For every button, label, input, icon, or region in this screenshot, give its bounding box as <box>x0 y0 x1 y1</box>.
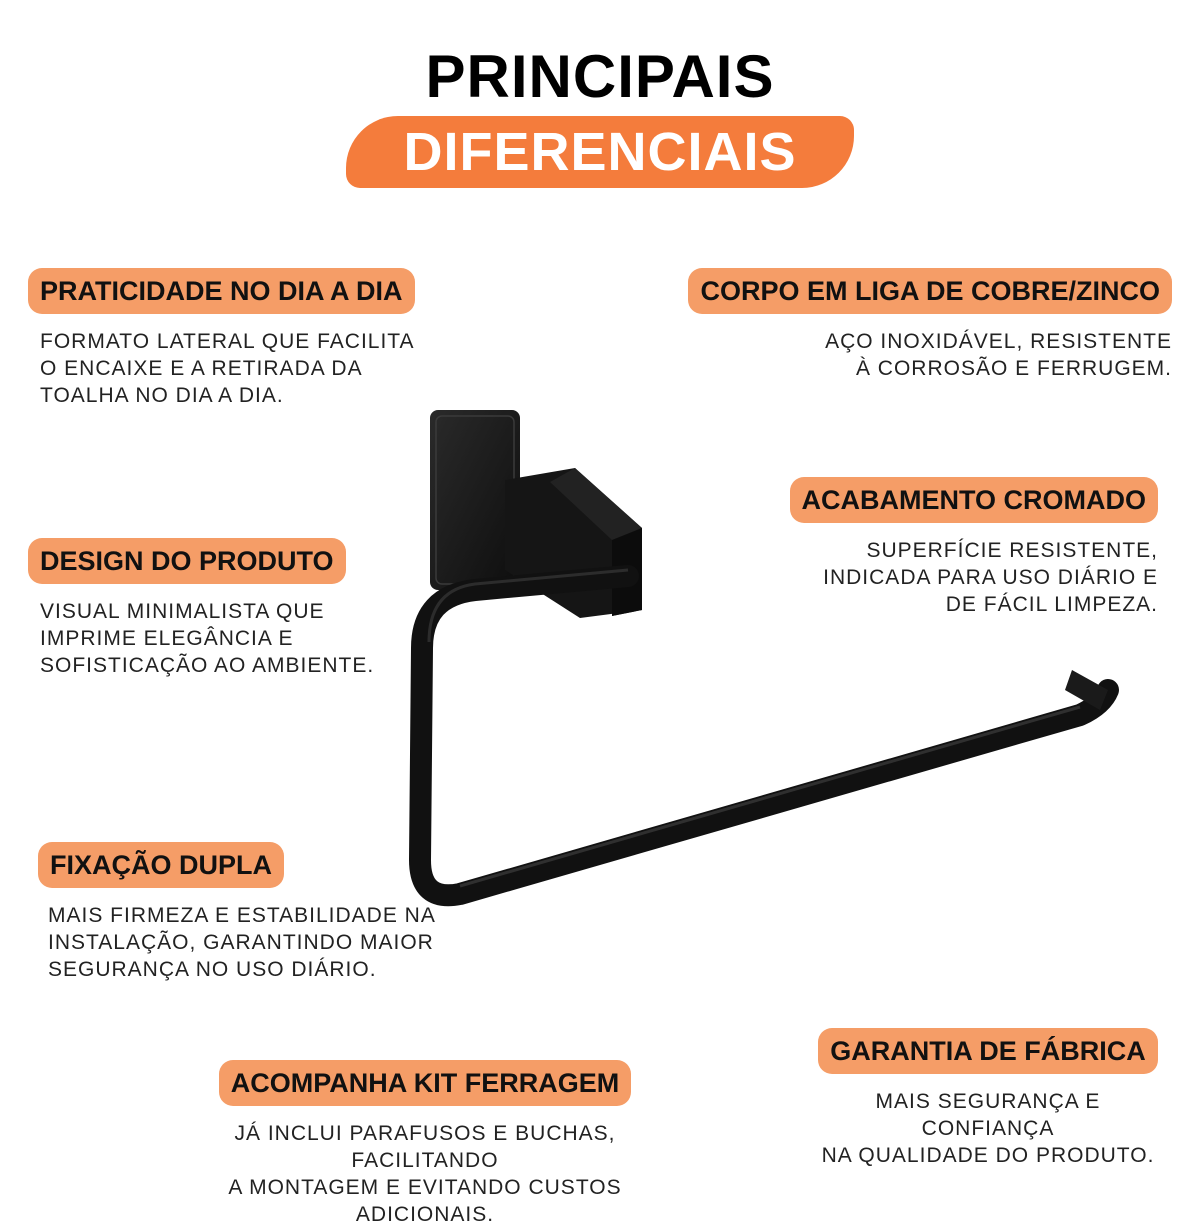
feature-corpo <box>688 268 1172 382</box>
feature-acabamento-title: ACABAMENTO CROMADO <box>790 477 1159 523</box>
feature-praticidade-description: FORMATO LATERAL QUE FACILITA O ENCAIXE E A RETIRADA DA TOALHA NO DIA A DIA. <box>40 330 415 407</box>
feature-fixacao <box>38 842 436 983</box>
feature-design <box>28 538 374 679</box>
page-subtitle: DIFERENCIAIS <box>403 122 797 182</box>
feature-kit-description: JÁ INCLUI PARAFUSOS E BUCHAS, FACILITANDO A MONTAGEM E EVITANDO CUSTOS ADICIONAIS. <box>228 1122 622 1226</box>
feature-praticidade <box>28 268 415 409</box>
feature-garantia-description: MAIS SEGURANÇA E CONFIANÇA NA QUALIDADE DO PRODUTO. <box>821 1090 1155 1167</box>
feature-kit-title: ACOMPANHA KIT FERRAGEM <box>219 1060 631 1106</box>
feature-praticidade-title: PRATICIDADE NO DIA A DIA <box>28 268 415 314</box>
feature-corpo-title: CORPO EM LIGA DE COBRE/ZINCO <box>688 268 1172 314</box>
feature-corpo-description: AÇO INOXIDÁVEL, RESISTENTE À CORROSÃO E FERRUGEM. <box>825 330 1172 380</box>
page-subtitle-banner <box>346 116 854 188</box>
feature-fixacao-title: FIXAÇÃO DUPLA <box>38 842 284 888</box>
feature-garantia <box>806 1028 1170 1169</box>
feature-garantia-title: GARANTIA DE FÁBRICA <box>818 1028 1157 1074</box>
feature-design-description: VISUAL MINIMALISTA QUE IMPRIME ELEGÂNCIA E SOFISTICAÇÃO AO AMBIENTE. <box>40 600 375 677</box>
feature-fixacao-description: MAIS FIRMEZA E ESTABILIDADE NA INSTALAÇÃO, GARANTINDO MAIOR SEGURANÇA NO USO DIÁRIO. <box>48 904 436 981</box>
towel-ring-product-image <box>380 380 1160 960</box>
feature-acabamento-description: SUPERFÍCIE RESISTENTE, INDICADA PARA USO DIÁRIO E DE FÁCIL LIMPEZA. <box>823 539 1158 616</box>
feature-design-title: DESIGN DO PRODUTO <box>28 538 346 584</box>
feature-acabamento <box>790 477 1159 618</box>
feature-kit <box>160 1060 690 1228</box>
page-title: PRINCIPAIS <box>425 43 775 110</box>
